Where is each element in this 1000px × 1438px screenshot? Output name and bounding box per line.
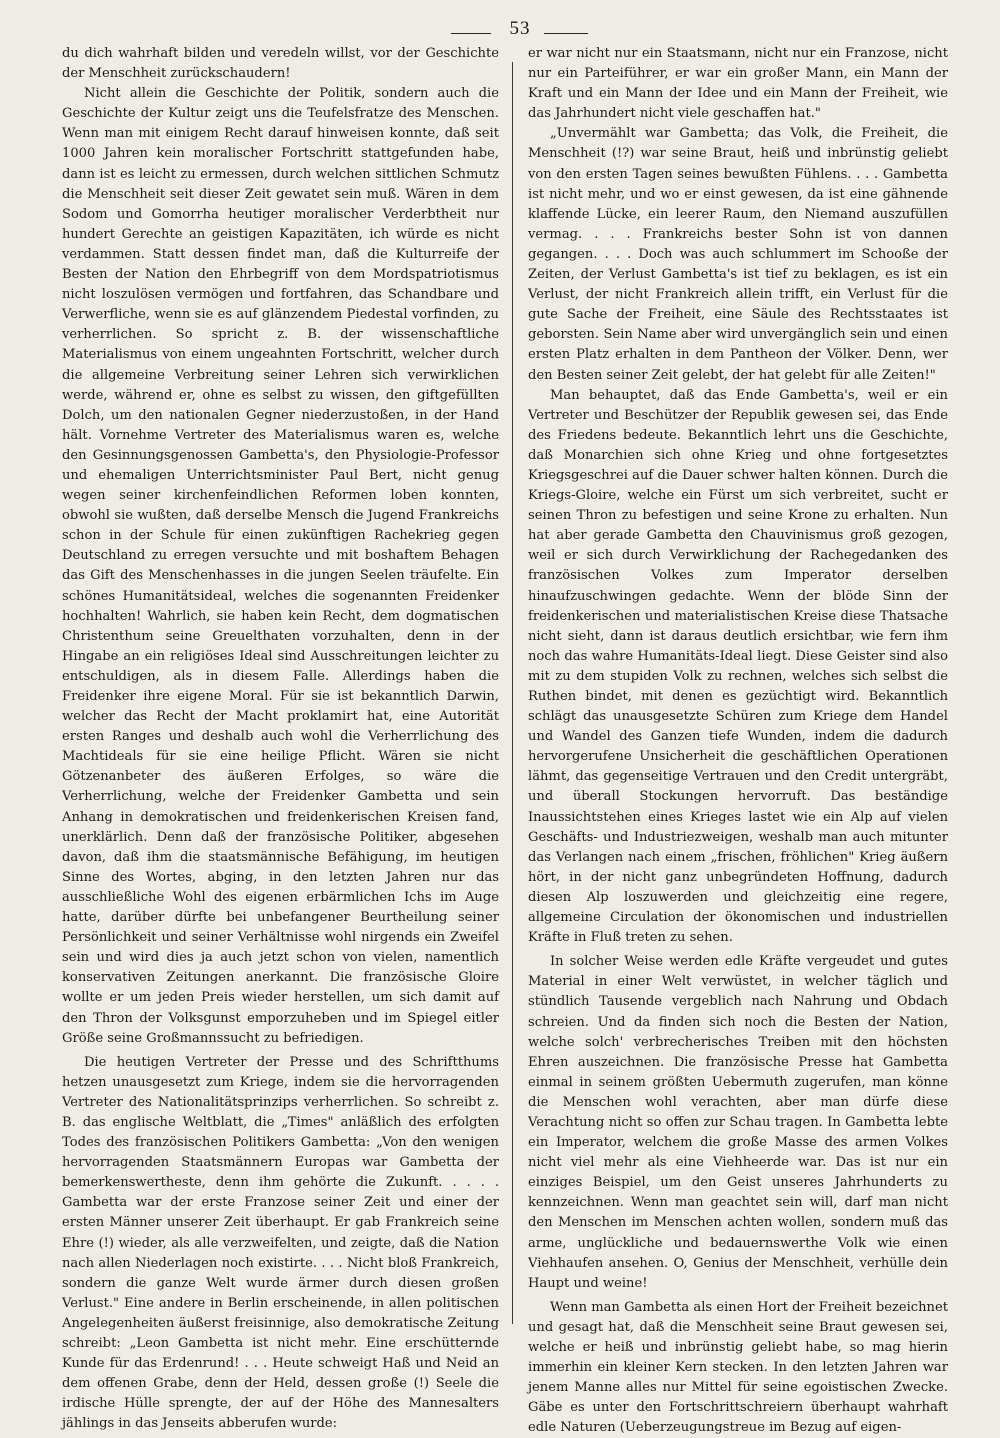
paragraph: Wenn man Gambetta als einen Hort der Freiheit bezeichnet und gesagt hat, daß die Menschheit seine Braut gewesen sei, welche er heiß und inbrünstig geliebt habe, so mag hierin immerhin ein kleiner Kern stecken. In den letzten Jahren war jenem Manne alles nur Mittel für seine egoistischen Zwecke. Gäbe es unter den Fortschrittschreiern überhaupt wahrhaft edle Naturen (Ueberzeugungstreue im Bezug auf eigen- bbox=[528, 1299, 948, 1436]
page-number: 53 bbox=[509, 18, 531, 39]
paragraph-continuation: du dich wahrhaft bilden und veredeln willst, vor der Geschichte der Menschheit zurückschaudern! bbox=[62, 46, 499, 82]
paragraph-continuation: er war nicht nur ein Staatsmann, nicht nur ein Franzose, nicht nur ein Parteiführer, er war ein großer Mann, ein Mann der Kraft und ein Mann der Idee und ein Mann der Freiheit, wie das Jahrhundert nicht viele geschaffen hat." bbox=[528, 46, 948, 122]
paragraph: Nicht allein die Geschichte der Politik, sondern auch die Geschichte der Kultur zeigt uns die Teufelsfratze des Menschen. Wenn man mit einigem Recht darauf hinweisen konnte, daß seit 1000 Jahren kein moralischer Fortschritt stattgefunden habe, dann ist es leicht zu ermessen, durch welchen sittlichen Schmutz die Menschheit seit dieser Zeit gewatet sein muß. Wären in dem Sodom und Gomorrha heutiger moralischer Verderbtheit nur hundert Gerechte an geistigen Kapazitäten, ich würde es nicht verdammen. Statt dessen findet man, daß die Kulturreife der Besten der Nation den Ehrbegriff von dem Mordspatriotismus nicht loszulösen vermögen und fortfahren, das Schandbare und Verwerfliche, wenn sie es auf glänzendem Piedestal vorfinden, zu verherrlichen. So spricht z. B. der wissenschaftliche Materialismus von einem ungeahnten Fortschritt, welcher durch die allgemeine Verbreitung seiner Lehren sich verwirklichen werde, während er, ohne es selbst zu wissen, den giftgefüllten Dolch, um den nationalen Gegner niederzustoßen, in der Hand hält. Vornehme Vertreter des Materialismus waren es, welche den Gesinnungsgenossen Gambetta's, den Physiologie-Professor und ehemaligen Unterrichtsminister Paul Bert, nicht genug wegen seiner kirchenfeindlichen Reformen loben konnten, obwohl sie wußten, daß derselbe Mensch die Jugend Frankreichs schon in der Schule für einen zukünftigen Rachekrieg gegen Deutschland zu erregen versuchte und mit boshaftem Behagen das Gift des Menschenhasses in die jungen Seelen träufelte. Ein schönes Humanitätsideal, welches die sogenannten Freidenker hochhalten! Wahrlich, sie haben kein Recht, dem dogmatischen Christenthum seine Greuelthaten vorzuhalten, denn in der Hingabe an ein religiöses Ideal sind Ausschreitungen leichter zu entschuldigen, als in diesem Falle. Allerdings haben die Freidenker ihre eigene Moral. Für sie ist bekanntlich Darwin, welcher das Recht der Macht proklamirt hat, eine Autorität ersten Ranges und deshalb auch wohl die Verherrlichung des Machtideals für sie eine heilige Pflicht. Wären sie nicht Götzenanbeter des äußeren Erfolges, so wäre die Verherrlichung, welche der Freidenker Gambetta und sein Anhang in demokratischen und freidenkerischen Kreisen fand, unerklärlich. Denn daß der französische Politiker, abgesehen davon, daß ihm die staatsmännische Befähigung, im heutigen Sinne des Wortes, abging, in den letzten Jahren nur das ausschließliche Wohl des eigenen erbärmlichen Ichs im Auge hatte, darüber dürfte bei unbefangener Beurtheilung seiner Persönlichkeit und seiner Verhältnisse wohl nirgends ein Zweifel sein und wird dies ja auch jetzt schon von vielen, namentlich konservativen Zeitungen anerkannt. Die französische Gloire wollte er um jeden Preis wieder herstellen, um sich damit auf den Thron der Volksgunst emporzuheben und im Spiegel eitler Größe seine Großmannssucht zu befriedigen. bbox=[62, 86, 499, 1046]
paragraph: Man behauptet, daß das Ende Gambetta's, weil er ein Vertreter und Beschützer der Republik gewesen sei, das Ende des Friedens bedeute. Bekanntlich lehrt uns die Geschichte, daß Monarchien sich ohne Krieg und ohne fortgesetztes Kriegsgeschrei auf die Dauer schwer halten können. Durch die Kriegs-Gloire, welche ein Fürst um sich verbreitet, sucht er seinen Thron zu befestigen und seine Krone zu erhalten. Nun hat aber gerade Gambetta den Chauvinismus groß gezogen, weil er sich durch Verwirklichung der Rachegedanken des französischen Volkes zum Imperator derselben hinaufzuschwingen gedachte. Wenn der blöde Sinn der freidenkerischen und materialistischen Kreise diese Thatsache nicht sieht, dann ist daraus deutlich ersichtbar, wie fern ihm noch das wahre Humanitäts-Ideal liegt. Diese Geister sind also mit zu dem stupiden Volk zu rechnen, welches sich selbst die Ruthen bindet, mit denen es gezüchtigt wird. Bekanntlich schlägt das unausgesetzte Schüren zum Kriege dem Handel und Wandel des Ganzen tiefe Wunden, indem die dadurch hervorgerufene Unsicherheit die geschäftlichen Operationen lähmt, das gegenseitige Vertrauen und den Credit untergräbt, und überall Stockungen hervorruft. Das beständige Inaussichtstehen eines Krieges lastet wie ein Alp auf vielen Geschäfts- und Industriezweigen, weshalb man auch mitunter das Verlangen nach einem „frischen, fröhlichen" Krieg äußern hört, in der nicht ganz unbegründeten Hoffnung, dadurch diesen Alp loszuwerden und gleichzeitig eine regere, allgemeine Circulation der ökonomischen und industriellen Kräfte in Fluß treten zu sehen. bbox=[528, 387, 948, 946]
paragraph: „Unvermählt war Gambetta; das Volk, die Freiheit, die Menschheit (!?) war seine Braut, heiß und inbrünstig geliebt von den ersten Tagen seines bewußten Fühlens. . . . Gambetta ist nicht mehr, und wo er einst gewesen, da ist eine gähnende klaffende Lücke, ein leerer Raum, den Niemand auszufüllen vermag. . . . Frankreichs bester Sohn ist von dannen gegangen. . . . Doch was auch schlummert im Schooße der Zeiten, der Verlust Gambetta's ist tief zu beklagen, es ist ein Verlust, der nicht Frankreich allein trifft, ein Verlust für die gute Sache der Freiheit, eine Säule des Rechtsstaates ist geborsten. Sein Name aber wird unvergänglich sein und einen ersten Platz erhalten in dem Pantheon der Völker. Denn, wer den Besten seiner Zeit gelebt, der hat gelebt für alle Zeiten!" bbox=[528, 126, 948, 383]
left-column bbox=[62, 44, 499, 1432]
header-rule-left bbox=[451, 33, 491, 34]
paragraph: In solcher Weise werden edle Kräfte vergeudet und gutes Material in einer Welt verwüstet, in welcher täglich und stündlich Tausende vergeblich nach Nahrung und Obdach schreien. Und da finden sich noch die Besten der Nation, welche solch' verbrecherisches Treiben mit den höchsten Ehren auszeichnen. Die französische Presse hat Gambetta einmal in seinem größten Uebermuth zugerufen, man könne die Menschen wohl verachten, aber man dürfe diese Verachtung nicht so offen zur Schau tragen. In Gambetta lebte ein Imperator, welchem die große Masse des armen Volkes nicht viel mehr als eine Viehheerde war. Das ist nur ein einziges Beispiel, um den Geist unseres Jahrhunderts zu kennzeichnen. Wenn man geachtet sein will, darf man nicht den Menschen im Menschen achten wollen, sondern muß das arme, unglückliche und bedauernswerthe Volk wie einen Viehhaufen ansehen. O, Genius der Menschheit, verhülle dein Haupt und weine! bbox=[528, 954, 948, 1291]
header-rule-right bbox=[544, 33, 588, 34]
column-divider bbox=[512, 62, 513, 1324]
paragraph: Die heutigen Vertreter der Presse und des Schriftthums hetzen unausgesetzt zum Kriege, indem sie die hervorragenden Vertreter des Nationalitätsprinzips verherrlichen. So schreibt z. B. das englische Weltblatt, die „Times" anläßlich des erfolgten Todes des französischen Politikers Gambetta: „Von den wenigen hervorragenden Staatsmännern Europas war Gambetta der bemerkenswertheste, denn ihm gehörte die Zukunft. . . . . Gambetta war der erste Franzose seiner Zeit und einer der ersten Männer unserer Zeit überhaupt. Er gab Frankreich seine Ehre (!) wieder, als alle verzweifelten, und zeigte, daß die Nation nach allen Niederlagen noch existirte. . . . Nicht bloß Frankreich, sondern die ganze Welt wurde ärmer durch diesen großen Verlust." Eine andere in Berlin erscheinende, in allen politischen Angelegenheiten äußerst freisinnige, also demokratische Zeitung schreibt: „Leon Gambetta ist nicht mehr. Eine erschütternde Kunde für das Erdenrund! . . . Heute schweigt Haß und Neid an dem offenen Grabe, denn der Held, dessen große (!) Seele die irdische Hülle sprengte, der auf der Höhe des Mannesalters jählings in das Jenseits abberufen wurde: bbox=[62, 1054, 499, 1432]
right-column bbox=[528, 44, 948, 1436]
